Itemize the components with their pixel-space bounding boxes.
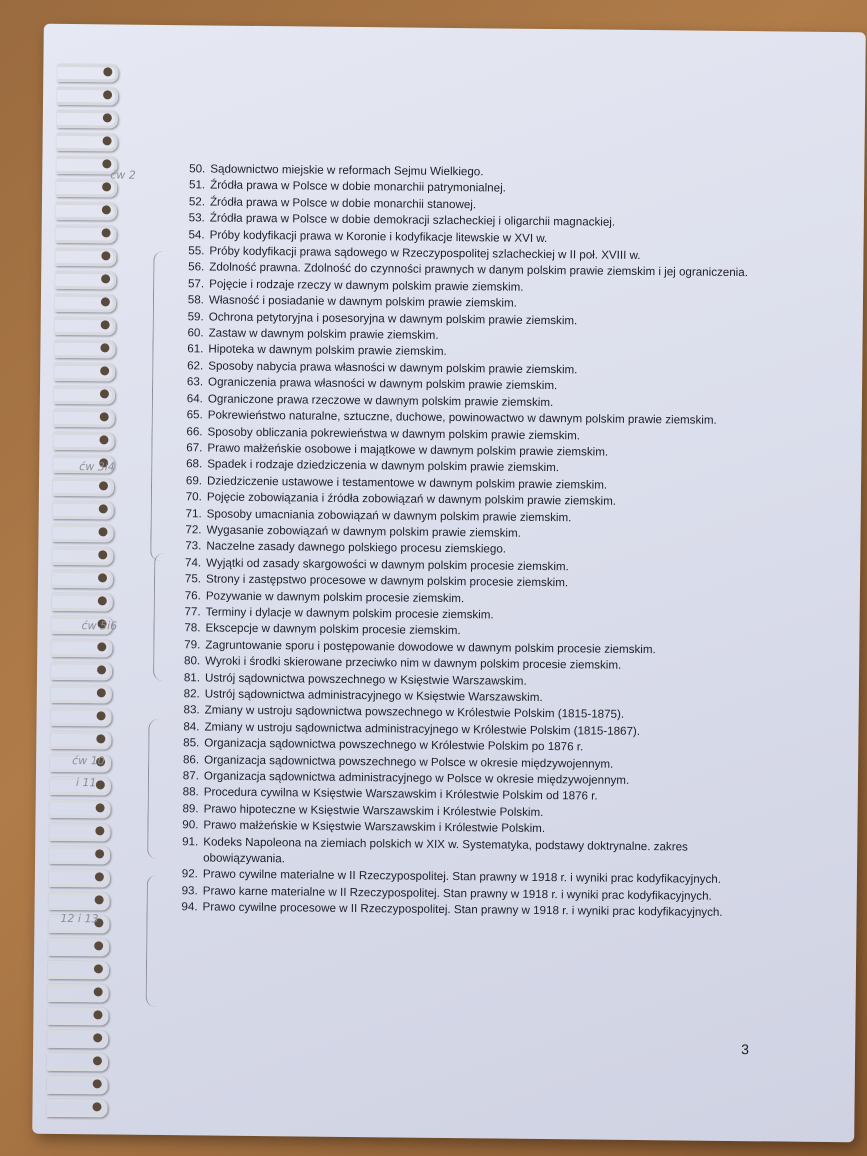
punch-hole	[99, 504, 108, 513]
item-number: 62.	[187, 359, 204, 373]
item-text: Zagruntowanie sporu i postępowanie dowodowe w dawnym polskim procesie ziemskim.	[205, 638, 656, 656]
item-number: 74.	[185, 555, 202, 570]
punch-hole	[100, 389, 109, 398]
item-text: Wygasanie zobowiązań w dawnym polskim prawie ziemskim.	[206, 523, 521, 540]
item-number: 55.	[188, 244, 205, 258]
item-text: Pojęcie zobowiązania i źródła zobowiązań w dawnym polskim prawie ziemskim.	[206, 490, 617, 508]
handwritten-note: 12 i 13	[60, 911, 99, 926]
item-number: 56.	[188, 260, 205, 274]
item-number: 60.	[187, 326, 204, 340]
item-text: Ustrój sądownictwa administracyjnego w Księstwie Warszawskim.	[204, 687, 543, 704]
item-text: Wyroki i środki skierowane przeciwko nim w dawnym polskim procesie ziemskim.	[205, 654, 622, 672]
item-number: 65.	[186, 408, 203, 422]
item-number: 84.	[183, 720, 200, 734]
spiral-binding	[32, 64, 113, 1145]
item-number: 75.	[184, 572, 202, 586]
item-text: Prawo karne materialne w II Rzeczypospolitej. Stan prawny w 1918 r. i wyniki prac kodyfikacyjnych.	[202, 884, 712, 903]
item-text: Terminy i dylacje w dawnym polskim procesie ziemskim.	[205, 605, 494, 622]
punch-hole	[98, 550, 107, 559]
item-text: Prawo cywilne procesowe w II Rzeczypospolitej. Stan prawny w 1918 r. i wyniki prac kodyfikacyjnych.	[202, 900, 723, 920]
punch-hole	[101, 297, 110, 306]
note-bracket	[147, 719, 161, 859]
handwritten-note: ćw 3i4	[79, 460, 115, 474]
item-number: 87.	[182, 769, 200, 783]
item-text: Sposoby umacniania zobowiązań w dawnym polskim prawie ziemskim.	[206, 506, 572, 524]
punch-hole	[94, 941, 103, 950]
punch-hole	[101, 320, 110, 329]
item-number: 94.	[181, 900, 198, 914]
topic-list	[165, 161, 773, 922]
punch-hole	[100, 343, 109, 352]
item-text: Naczelne zasady dawnego polskiego procesu ziemskiego.	[206, 539, 507, 556]
punch-hole	[92, 1102, 101, 1111]
item-text: Prawo małżeńskie w Księstwie Warszawskim i Królestwie Polskim.	[203, 818, 546, 836]
item-number: 91.	[182, 834, 199, 849]
item-number: 64.	[186, 391, 203, 406]
item-text: Ograniczenia prawa własności w dawnym polskim prawie ziemskim.	[208, 375, 558, 393]
punch-hole	[103, 67, 112, 76]
item-number: 54.	[188, 227, 205, 242]
punch-hole	[95, 849, 104, 858]
item-text: Zmiany w ustroju sądownictwa powszechnego w Królestwie Polskim (1815-1875).	[204, 703, 625, 722]
punch-hole	[93, 1056, 102, 1065]
punch-hole	[103, 90, 112, 99]
handwritten-note: i 11	[75, 776, 97, 790]
note-bracket	[153, 553, 167, 681]
item-text: Zdolność prawna. Zdolność do czynności prawnych w danym polskim prawie ziemskim i jej ograniczenia.	[209, 260, 749, 280]
item-text: Źródła prawa w Polsce w dobie demokracji szlacheckiej i oligarchii magnackiej.	[209, 211, 616, 229]
item-text: Własność i posiadanie w dawnym polskim prawie ziemskim.	[208, 293, 517, 310]
item-number: 83.	[183, 703, 200, 717]
note-bracket	[150, 251, 166, 561]
punch-hole	[93, 1079, 102, 1088]
item-number: 68.	[186, 457, 203, 471]
item-text: Ograniczone prawa rzeczowe w dawnym polskim prawie ziemskim.	[207, 392, 554, 409]
item-text: Pokrewieństwo naturalne, sztuczne, duchowe, powinowactwo w dawnym polskim prawie ziemskim.	[207, 408, 717, 427]
item-number: 66.	[186, 424, 203, 438]
punch-hole	[98, 527, 107, 536]
item-text: Strony i zastępstwo procesowe w dawnym polskim procesie ziemskim.	[205, 572, 569, 590]
item-text: Prawo hipoteczne w Księstwie Warszawskim i Królestwie Polskim.	[203, 802, 544, 819]
punch-hole	[97, 711, 106, 720]
punch-hole	[97, 688, 106, 697]
punch-hole	[94, 987, 103, 996]
handwritten-note: ćw 5i6	[81, 619, 118, 633]
item-text: Pozywanie w dawnym polskim procesie ziemskim.	[205, 589, 465, 605]
item-number: 90.	[182, 818, 199, 832]
item-text: Organizacja sądownictwa administracyjnego w Polsce w okresie międzywojennym.	[203, 769, 630, 787]
item-number: 80.	[183, 654, 201, 668]
item-number: 82.	[183, 687, 200, 701]
punch-hole	[101, 251, 110, 260]
punch-hole	[103, 113, 112, 122]
document-page	[32, 24, 866, 1143]
punch-hole	[94, 964, 103, 973]
handwritten-note: ćw 2	[110, 168, 136, 182]
item-number: 93.	[181, 884, 198, 898]
item-number: 77.	[184, 605, 201, 619]
item-text: Próby kodyfikacji prawa sądowego w Rzeczypospolitej szlacheckiej w II poł. XVIII w.	[209, 244, 641, 263]
item-number: 63.	[186, 375, 204, 389]
item-text: Prawo cywilne materialne w II Rzeczypospolitej. Stan prawny w 1918 r. i wyniki prac kodyfikacyjnych.	[202, 867, 722, 887]
item-number: 85.	[183, 736, 200, 750]
item-number: 78.	[184, 621, 201, 635]
item-number: 59.	[187, 309, 204, 324]
note-bracket	[146, 875, 160, 1007]
punch-hole	[99, 481, 108, 490]
punch-hole	[102, 182, 111, 191]
item-text: Organizacja sądownictwa powszechnego w Polsce w okresie międzywojennym.	[204, 753, 614, 771]
handwritten-note: ćw 10	[72, 754, 105, 768]
item-text: Hipoteka w dawnym polskim prawie ziemskim.	[208, 342, 447, 359]
item-number: 67.	[186, 441, 203, 455]
item-text: Procedura cywilna w Księstwie Warszawskim i Królestwie Polskim od 1876 r.	[203, 785, 598, 804]
item-number: 92.	[181, 867, 199, 881]
item-text: Pojęcie i rodzaje rzeczy w dawnym polskim prawie ziemskim.	[209, 277, 524, 294]
item-number: 57.	[187, 277, 205, 291]
item-number: 79.	[184, 638, 201, 652]
item-text: Dziedziczenie ustawowe i testamentowe w dawnym polskim prawie ziemskim.	[206, 474, 608, 492]
punch-hole	[101, 274, 110, 283]
item-number: 69.	[185, 473, 203, 488]
page-number: 3	[741, 1041, 750, 1058]
item-text: Zmiany w ustroju sądownictwa administracyjnego w Królestwie Polskim (1815-1867).	[204, 720, 641, 738]
item-number: 76.	[184, 588, 201, 602]
item-number: 51.	[188, 178, 206, 192]
item-text: Sądownictwo miejskie w reformach Sejmu Wielkiego.	[210, 162, 484, 179]
punch-hole	[97, 642, 106, 651]
punch-hole	[95, 872, 104, 881]
punch-hole	[95, 826, 104, 835]
item-text: Źródła prawa w Polsce w dobie monarchii patrymonialnej.	[210, 178, 506, 195]
punch-hole	[93, 1033, 102, 1042]
item-text: Organizacja sądownictwa powszechnego w Królestwie Polskim po 1876 r.	[204, 736, 584, 754]
punch-hole	[102, 159, 111, 168]
item-text: Zastaw w dawnym polskim prawie ziemskim.	[208, 326, 439, 342]
punch-hole	[102, 205, 111, 214]
item-text: Kodeks Napoleona na ziemiach polskich w XIX w. Systematyka, podstawy doktrynalne. zakres obowiązywania.	[203, 835, 688, 866]
item-number: 71.	[185, 506, 202, 520]
item-number: 53.	[188, 211, 205, 225]
punch-hole	[96, 734, 105, 743]
punch-hole	[103, 136, 112, 145]
item-number: 89.	[182, 802, 199, 816]
punch-hole	[100, 412, 109, 421]
item-text: Wyjątki od zasady skargowości w dawnym polskim procesie ziemskim.	[206, 556, 569, 574]
item-text: Ustrój sądownictwa powszechnego w Księstwie Warszawskim.	[204, 671, 527, 688]
punch-hole	[98, 596, 107, 605]
punch-hole	[100, 366, 109, 375]
punch-hole	[95, 895, 104, 904]
item-text: Sposoby nabycia prawa własności w dawnym polskim prawie ziemskim.	[208, 359, 578, 377]
item-number: 73.	[185, 539, 202, 553]
item-text: Ochrona petytoryjna i posesoryjna w dawnym polskim prawie ziemskim.	[208, 310, 578, 327]
punch-hole	[96, 803, 105, 812]
punch-hole	[98, 573, 107, 582]
item-number: 72.	[185, 523, 202, 537]
item-text: Sposoby obliczania pokrewieństwa w dawnym polskim prawie ziemskim.	[207, 424, 581, 442]
punch-hole	[93, 1010, 102, 1019]
punch-hole	[102, 228, 111, 237]
item-text: Prawo małżeńskie osobowe i majątkowe w dawnym polskim prawie ziemskim.	[207, 441, 609, 459]
item-number: 88.	[182, 785, 199, 799]
item-number: 58.	[187, 293, 205, 307]
item-text: Próby kodyfikacji prawa w Koronie i kodyfikacje litewskie w XVI w.	[209, 228, 548, 245]
punch-hole	[99, 435, 108, 444]
item-number: 52.	[188, 195, 206, 209]
item-text: Źródła prawa w Polsce w dobie monarchii stanowej.	[209, 195, 477, 212]
item-text: Spadek i rodzaje dziedziczenia w dawnym polskim prawie ziemskim.	[207, 457, 560, 475]
item-number: 86.	[182, 752, 200, 767]
item-number: 81.	[183, 670, 201, 684]
item-number: 70.	[185, 490, 202, 504]
item-text: Ekscepcje w dawnym polskim procesie ziemskim.	[205, 621, 461, 638]
item-number: 61.	[187, 342, 204, 356]
punch-hole	[97, 665, 106, 674]
punch-hole	[96, 780, 105, 789]
item-number: 50.	[189, 162, 206, 176]
